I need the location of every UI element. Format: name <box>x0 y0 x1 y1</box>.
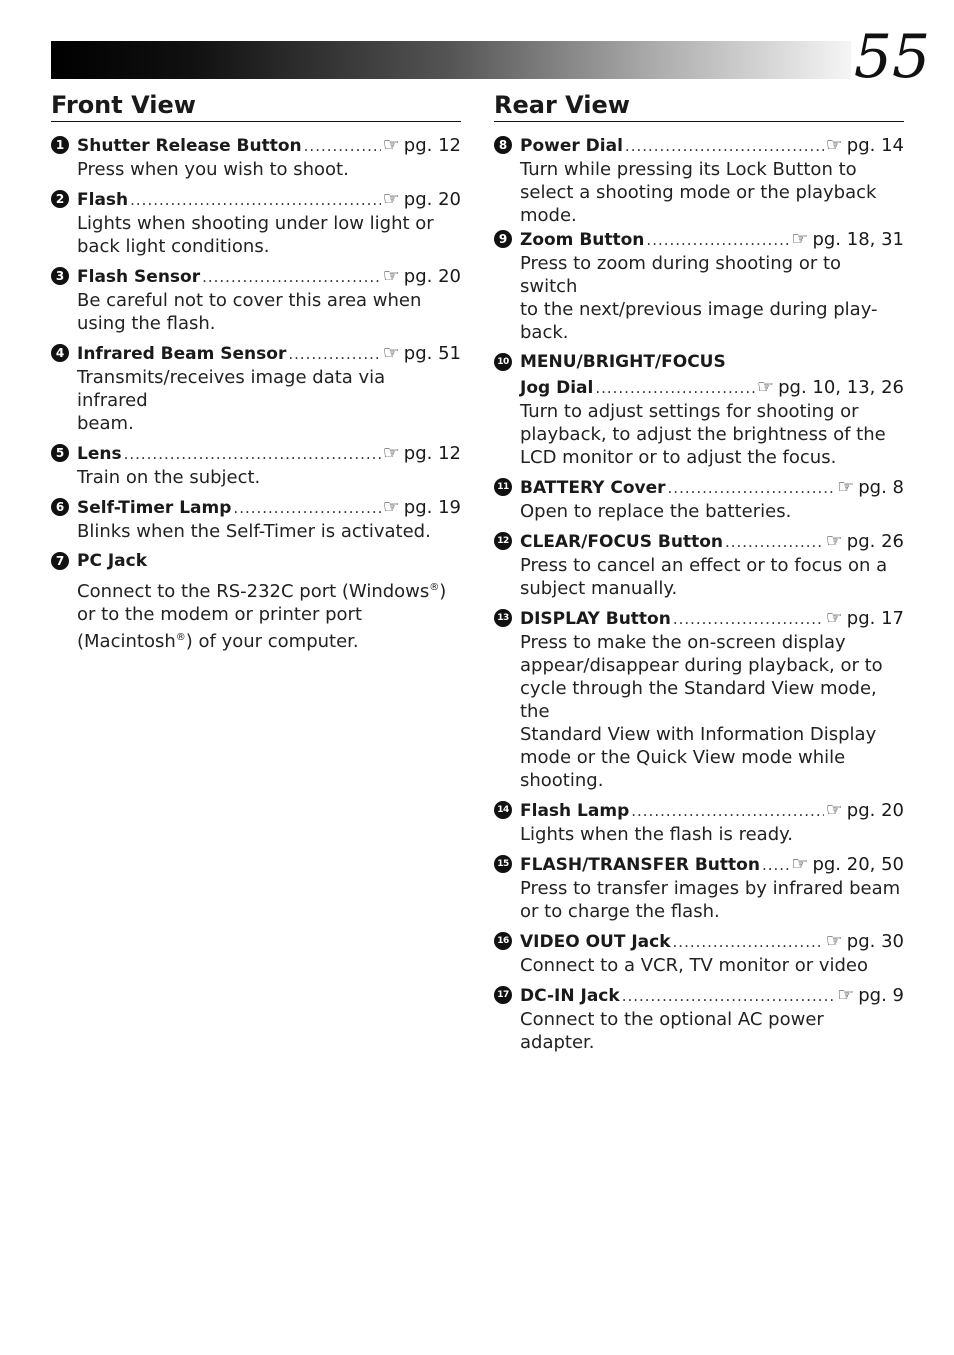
item-description: Turn while pressing its Lock Button to <box>520 159 857 180</box>
item-term: CLEAR/FOCUS Button <box>520 532 723 552</box>
pointing-hand-icon: ☞ <box>382 265 400 287</box>
item-description: back light conditions. <box>77 236 270 257</box>
list-item <box>494 529 904 600</box>
item-description: back. <box>520 322 569 343</box>
list-item <box>494 350 904 469</box>
item-description: Connect to the RS-232C port (Windows <box>77 581 430 602</box>
list-item <box>494 227 904 344</box>
item-description: shooting. <box>520 770 604 791</box>
page-reference: pg. 9 <box>858 985 904 1006</box>
item-term: Flash Lamp <box>520 801 630 821</box>
item-description: Connect to the optional AC power adapter. <box>520 1009 824 1053</box>
list-item <box>494 475 904 523</box>
item-description: to the next/previous image during play- <box>520 299 878 320</box>
pointing-hand-icon: ☞ <box>757 376 775 398</box>
pointing-hand-icon: ☞ <box>382 442 400 464</box>
item-description: LCD monitor or to adjust the focus. <box>520 447 837 468</box>
item-description: Press to transfer images by infrared beam <box>520 878 901 899</box>
item-number-badge: 12 <box>494 532 512 550</box>
list-item <box>494 929 904 977</box>
page-reference: pg. 20 <box>846 800 904 821</box>
pointing-hand-icon: ☞ <box>382 134 400 156</box>
item-number-badge: 10 <box>494 353 512 371</box>
list-item <box>51 264 461 335</box>
pointing-hand-icon: ☞ <box>825 530 843 552</box>
page-reference: pg. 18, 31 <box>812 229 904 250</box>
item-number-badge: 5 <box>51 444 69 462</box>
item-description: Lights when the flash is ready. <box>520 824 793 845</box>
pointing-hand-icon: ☞ <box>791 228 809 250</box>
page-reference: pg. 20, 50 <box>812 854 904 875</box>
item-description: Blinks when the Self-Timer is activated. <box>77 521 431 542</box>
item-description: appear/disappear during playback, or to <box>520 655 883 676</box>
list-item <box>494 852 904 923</box>
item-number-badge: 15 <box>494 855 512 873</box>
page-reference: pg. 20 <box>403 189 461 210</box>
item-description: Connect to a VCR, TV monitor or video <box>520 955 869 976</box>
item-term: MENU/BRIGHT/FOCUS <box>520 352 726 372</box>
list-item <box>51 133 461 181</box>
pointing-hand-icon: ☞ <box>825 134 843 156</box>
item-term: DC-IN Jack <box>520 986 620 1006</box>
item-description: mode or the Quick View mode while <box>520 747 846 768</box>
pointing-hand-icon: ☞ <box>825 799 843 821</box>
pointing-hand-icon: ☞ <box>825 930 843 952</box>
page-reference: pg. 12 <box>403 443 461 464</box>
list-item <box>494 798 904 846</box>
item-number-badge: 7 <box>51 552 69 570</box>
rear-view-title: Rear View <box>494 89 904 122</box>
item-number-badge: 3 <box>51 267 69 285</box>
pointing-hand-icon: ☞ <box>837 984 855 1006</box>
page-reference: pg. 26 <box>846 531 904 552</box>
item-term: PC Jack <box>77 551 148 571</box>
item-term: Self-Timer Lamp <box>77 498 232 518</box>
pointing-hand-icon: ☞ <box>825 607 843 629</box>
list-item <box>51 341 461 435</box>
item-description: using the flash. <box>77 313 216 334</box>
item-term: Flash <box>77 190 129 210</box>
item-number-badge: 11 <box>494 478 512 496</box>
item-term: VIDEO OUT Jack <box>520 932 671 952</box>
page-reference: pg. 51 <box>403 343 461 364</box>
item-description: Transmits/receives image data via infrared <box>77 367 386 411</box>
item-number-badge: 6 <box>51 498 69 516</box>
item-term: DISPLAY Button <box>520 609 671 629</box>
front-view-list <box>51 133 461 653</box>
item-description: beam. <box>77 413 134 434</box>
item-description: cycle through the Standard View mode, the <box>520 678 877 722</box>
item-description: mode. <box>520 205 577 226</box>
list-item <box>51 187 461 258</box>
item-number-badge: 4 <box>51 344 69 362</box>
item-number-badge: 14 <box>494 801 512 819</box>
item-term: Jog Dial <box>520 378 594 398</box>
item-description: Turn to adjust settings for shooting or <box>520 401 859 422</box>
item-term: Zoom Button <box>520 230 645 250</box>
page-reference: pg. 14 <box>846 135 904 156</box>
item-number-badge: 17 <box>494 986 512 1004</box>
pointing-hand-icon: ☞ <box>382 496 400 518</box>
pointing-hand-icon: ☞ <box>837 476 855 498</box>
list-item <box>494 606 904 792</box>
list-item <box>51 495 461 543</box>
list-item <box>494 133 904 227</box>
front-view-title: Front View <box>51 89 461 122</box>
item-term: Lens <box>77 444 122 464</box>
item-number-badge: 2 <box>51 190 69 208</box>
list-item <box>51 441 461 489</box>
item-number-badge: 13 <box>494 609 512 627</box>
page-reference: pg. 20 <box>403 266 461 287</box>
pointing-hand-icon: ☞ <box>791 853 809 875</box>
page-reference: pg. 10, 13, 26 <box>778 377 904 398</box>
pointing-hand-icon: ☞ <box>382 188 400 210</box>
page-reference: pg. 12 <box>403 135 461 156</box>
page-reference: pg. 30 <box>846 931 904 952</box>
list-item: 7 PC Jack Connect to the RS-232C port (Windows®) or to the modem or printer port (Macintosh®) of your computer. <box>51 549 461 653</box>
rear-view-list <box>494 133 904 1054</box>
item-term: Flash Sensor <box>77 267 201 287</box>
item-description: Train on the subject. <box>77 467 261 488</box>
list-item <box>494 983 904 1054</box>
page-number: 55 <box>853 22 931 92</box>
page-reference: pg. 17 <box>846 608 904 629</box>
item-number-badge: 8 <box>494 136 512 154</box>
item-term: Power Dial <box>520 136 623 156</box>
page-reference: pg. 8 <box>858 477 904 498</box>
item-description: Press to zoom during shooting or to switch <box>520 253 842 297</box>
item-number-badge: 9 <box>494 230 512 248</box>
item-term: Shutter Release Button <box>77 136 302 156</box>
item-description: or to charge the flash. <box>520 901 720 922</box>
item-description: Standard View with Information Display <box>520 724 877 745</box>
item-description: Press to cancel an effect or to focus on a <box>520 555 888 576</box>
item-description: Lights when shooting under low light or <box>77 213 434 234</box>
header-gradient-bar <box>51 41 851 79</box>
item-description: Press when you wish to shoot. <box>77 159 349 180</box>
item-description: select a shooting mode or the playback <box>520 182 877 203</box>
item-description: playback, to adjust the brightness of the <box>520 424 886 445</box>
pointing-hand-icon: ☞ <box>382 342 400 364</box>
item-term: FLASH/TRANSFER Button <box>520 855 760 875</box>
item-description: or to the modem or printer port <box>77 604 363 625</box>
item-number-badge: 16 <box>494 932 512 950</box>
item-description: (Macintosh <box>77 631 176 652</box>
item-description: subject manually. <box>520 578 678 599</box>
item-number-badge: 1 <box>51 136 69 154</box>
item-description: Press to make the on-screen display <box>520 632 846 653</box>
page-reference: pg. 19 <box>403 497 461 518</box>
item-description: Be careful not to cover this area when <box>77 290 422 311</box>
item-term: BATTERY Cover <box>520 478 666 498</box>
item-description: Open to replace the batteries. <box>520 501 792 522</box>
item-term: Infrared Beam Sensor <box>77 344 287 364</box>
